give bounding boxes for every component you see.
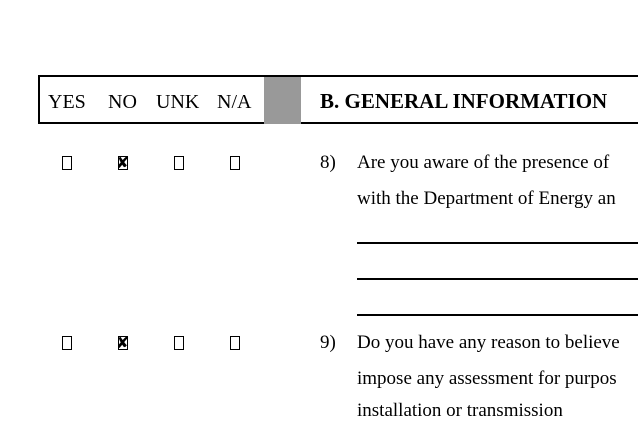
q8-text-line-1: Are you aware of the presence of <box>357 152 610 173</box>
q9-yes-checkbox[interactable] <box>62 336 72 350</box>
q8-yes-checkbox[interactable] <box>62 156 72 170</box>
check-mark-icon: ✘ <box>116 153 130 172</box>
check-mark-icon: ✘ <box>116 333 130 352</box>
q8-answer-line-3[interactable] <box>357 314 638 316</box>
q9-na-checkbox[interactable] <box>230 336 240 350</box>
q8-na-checkbox[interactable] <box>230 156 240 170</box>
q9-text-line-3: installation or transmission <box>357 400 563 421</box>
header-shaded-divider <box>264 77 301 124</box>
q9-text-line-2: impose any assessment for purpos <box>357 368 617 389</box>
q9-no-checkbox[interactable] <box>116 333 130 352</box>
column-header-no: NO <box>108 91 137 113</box>
q8-unk-checkbox[interactable] <box>174 156 184 170</box>
q8-text-line-2: with the Department of Energy an <box>357 188 616 209</box>
q9-unk-checkbox[interactable] <box>174 336 184 350</box>
column-header-na: N/A <box>217 91 252 113</box>
q9-number: 9) <box>320 332 336 353</box>
q8-no-checkbox[interactable] <box>116 153 130 172</box>
q8-number: 8) <box>320 152 336 173</box>
q9-text-line-1: Do you have any reason to believe <box>357 332 620 353</box>
q8-answer-line-2[interactable] <box>357 278 638 280</box>
section-title: B. GENERAL INFORMATION <box>320 89 608 113</box>
column-header-unk: UNK <box>156 91 200 113</box>
column-header-yes: YES <box>48 91 86 113</box>
q8-answer-line-1[interactable] <box>357 242 638 244</box>
